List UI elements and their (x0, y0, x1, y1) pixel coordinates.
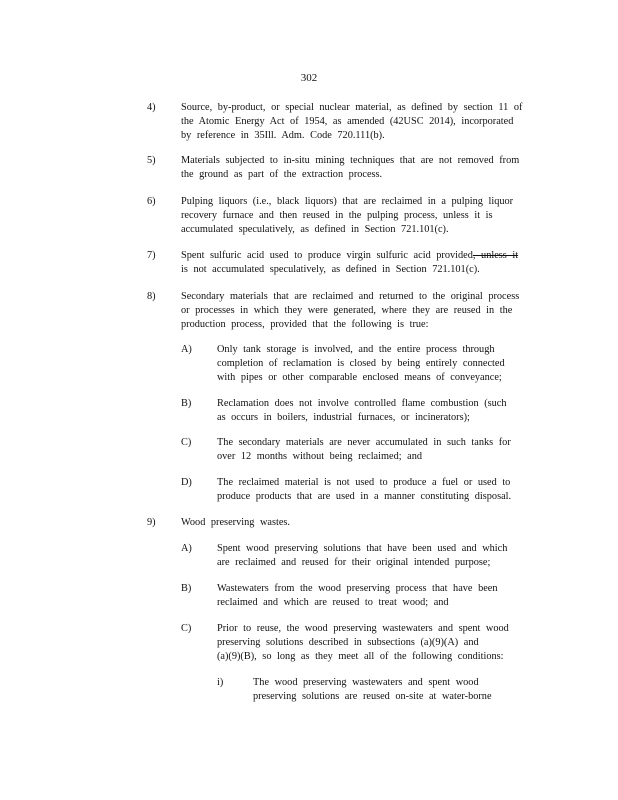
item-6-line-2: recovery furnace and then reused in the pulping process, unless it is (181, 210, 493, 221)
page-number: 302 (300, 72, 318, 84)
item-7-number: 7) (147, 250, 156, 261)
item-8B-number: B) (181, 398, 192, 409)
item-8-line-1: Secondary materials that are reclaimed and returned to the original process (181, 291, 520, 302)
item-4-line-3: by reference in 35Ill. Adm. Code 720.111(b). (181, 130, 385, 141)
item-9C-line-2: preserving solutions described in subsections (a)(9)(A) and (217, 637, 479, 648)
item-5-line-2: the ground as part of the extraction process. (181, 169, 383, 180)
item-4-number: 4) (147, 102, 156, 113)
item-8C-line-1: The secondary materials are never accumulated in such tanks for (217, 437, 511, 448)
item-8D-number: D) (181, 477, 192, 488)
item-8C-number: C) (181, 437, 192, 448)
item-8-line-2: or processes in which they were generated, where they are reused in the (181, 305, 513, 316)
item-6-line-1: Pulping liquors (i.e., black liquors) that are reclaimed in a pulping liquor (181, 196, 514, 207)
item-7-struck-text: , unless it (472, 250, 519, 261)
item-7-line-1 (181, 249, 541, 263)
item-4-line-2: the Atomic Energy Act of 1954, as amended (42USC 2014), incorporated (181, 116, 514, 127)
item-7-line-2: is not accumulated speculatively, as defined in Section 721.101(c). (181, 264, 480, 275)
item-8C-line-2: over 12 months without being reclaimed; and (217, 451, 423, 462)
item-9B-line-2: reclaimed and which are reused to treat wood; and (217, 597, 449, 608)
item-6-number: 6) (147, 196, 156, 207)
item-8D-line-2: produce products that are used in a manner constituting disposal. (217, 491, 512, 502)
item-5-number: 5) (147, 155, 156, 166)
item-8B-line-1: Reclamation does not involve controlled flame combustion (such (217, 398, 507, 409)
item-9-title: Wood preserving wastes. (181, 517, 290, 528)
item-9Ci-line-2: preserving solutions are reused on-site at water-borne (253, 691, 492, 702)
item-9C-line-3: (a)(9)(B), so long as they meet all of the following conditions: (217, 651, 504, 662)
item-8-number: 8) (147, 291, 156, 302)
item-9B-number: B) (181, 583, 192, 594)
item-8A-number: A) (181, 344, 192, 355)
item-9A-line-2: are reclaimed and reused for their original intended purpose; (217, 557, 491, 568)
item-4-line-1: Source, by-product, or special nuclear material, as defined by section 11 of (181, 102, 523, 113)
item-7-line-1-text: Spent sulfuric acid used to produce virgin sulfuric acid provided (181, 250, 473, 261)
item-8A-line-3: with pipes or other comparable enclosed means of conveyance; (217, 372, 502, 383)
item-9Ci-number: i) (217, 677, 224, 688)
item-9-number: 9) (147, 517, 156, 528)
item-9B-line-1: Wastewaters from the wood preserving process that have been (217, 583, 498, 594)
item-9Ci-line-1: The wood preserving wastewaters and spent wood (253, 677, 479, 688)
item-9A-number: A) (181, 543, 192, 554)
item-8-line-3: production process, provided that the following is true: (181, 319, 429, 330)
item-6-line-3: accumulated speculatively, as defined in Section 721.101(c). (181, 224, 449, 235)
item-8B-line-2: as occurs in boilers, industrial furnaces, or incinerators); (217, 412, 470, 423)
item-9C-number: C) (181, 623, 192, 634)
item-8A-line-2: completion of reclamation is closed by being entirely connected (217, 358, 505, 369)
item-8D-line-1: The reclaimed material is not used to produce a fuel or used to (217, 477, 511, 488)
item-9C-line-1: Prior to reuse, the wood preserving wastewaters and spent wood (217, 623, 509, 634)
item-5-line-1: Materials subjected to in-situ mining techniques that are not removed from (181, 155, 520, 166)
item-9A-line-1: Spent wood preserving solutions that have been used and which (217, 543, 508, 554)
item-8A-line-1: Only tank storage is involved, and the entire process through (217, 344, 495, 355)
